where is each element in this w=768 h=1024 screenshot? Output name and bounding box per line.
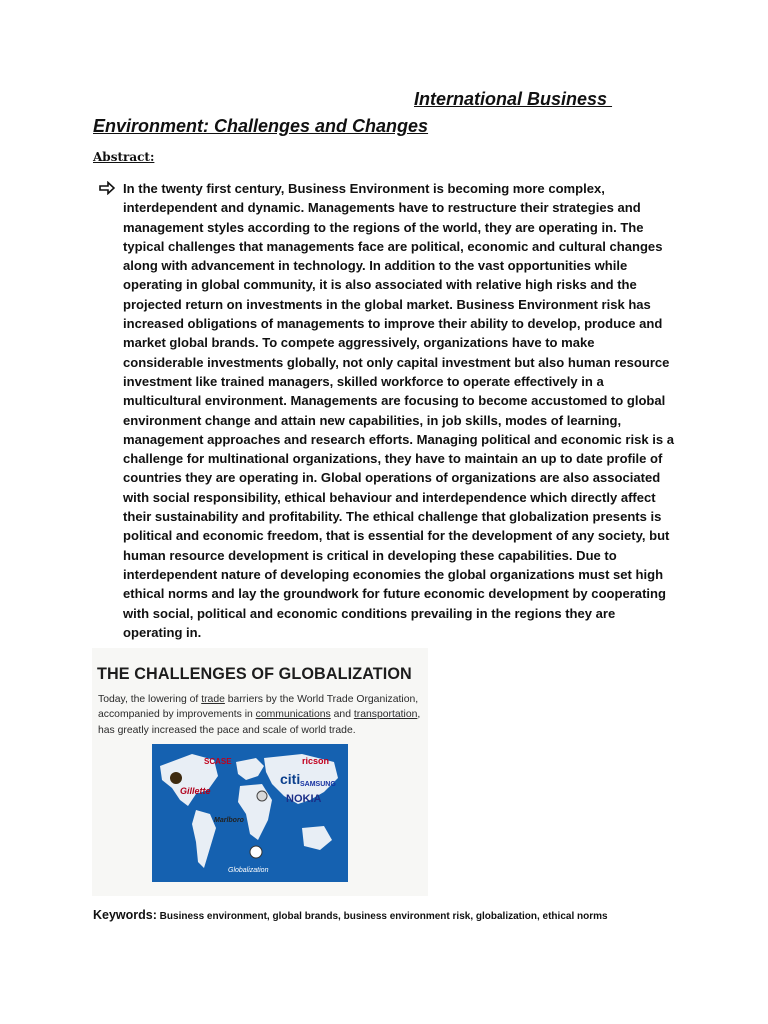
- figure-text-part: and: [330, 709, 354, 721]
- document-title-line-2: Environment: Challenges and Changes: [93, 116, 429, 136]
- map-caption: Globalization: [228, 867, 269, 874]
- figure-text-part: barriers by the World Trade Organization, accompanied by improvements in: [98, 694, 419, 721]
- figure-link-trade: trade: [201, 694, 225, 705]
- abstract-heading: Abstract:: [93, 150, 155, 164]
- map-logo-gillette: Gillette: [180, 786, 211, 796]
- abstract-paragraph: In the twenty first century, Business Environment is becoming more complex, interdependent and dynamic. Managements have to restructure their strategies and management styles according to the regions of the world, they are operating in. The typical challenges that managements face are political, economic and cultural changes along with advancement in technology. In addition to the vast opportunities while operating in global community, it is also associated with relative high risks and the projected return on investments in the global market. Business Environment risk has increased obligations of managements to improve their ability to develop, produce and market global brands. To compete aggressively, organizations have to make considerable investments globally, not only capital investment but also human resource investment like trained managers, skilled workforce to operate effectively in a multicultural environment. Managements are focusing to become accustomed to global environment change and attain new capabilities, in job skills, modes of learning, management approaches and research efforts. Managing political and economic risk is a challenge for multinational organizations, they have to maintain an up to date profile of countries they are operating in. Global operations of organizations are also associated with social responsibility, ethical behaviour and interdependence which directly affect their sustainability and profitability. The ethical challenge that globalization presents is political and economic freedom, that is essential for the development of any society, but human resource development is critical in developing these capabilities. Due to interdependent nature of developing economies the global organizations must set high ethical norms and lay the groundwork for future economic development by cooperating with social, political and economic conditions prevailing in the regions they are operating in.: [123, 181, 675, 640]
- world-map-brands-image: [152, 744, 348, 882]
- figure-link-transportation: transportation: [353, 709, 418, 721]
- map-logo-nokia: NOKIA: [286, 793, 322, 805]
- right-arrow-icon: [99, 181, 115, 195]
- map-logo-samsung: SAMSUNG: [300, 781, 336, 788]
- map-logo-ricson: ricson: [302, 756, 330, 766]
- figure-title: THE CHALLENGES OF GLOBALIZATION: [97, 665, 412, 683]
- figure-text-part: Today, the lowering of: [98, 694, 202, 705]
- keywords-label-text: Keywords:: [93, 908, 157, 922]
- figure-text-part: , has greatly increased the pace and scale of world trade.: [98, 709, 421, 736]
- map-logo-citi: citi: [280, 771, 301, 787]
- map-logo-marlboro: Marlboro: [214, 817, 244, 824]
- keywords-label: [93, 908, 157, 922]
- keywords-line: [93, 908, 608, 922]
- keywords-text: Business environment, global brands, business environment risk, globalization, ethical norms: [156, 911, 608, 922]
- document-title-line-1: International Business: [414, 89, 613, 109]
- globalization-figure: [92, 648, 428, 896]
- map-logo-scase: SCASE: [204, 757, 232, 766]
- figure-caption-text: [98, 692, 428, 738]
- figure-link-communications: communications: [255, 709, 331, 721]
